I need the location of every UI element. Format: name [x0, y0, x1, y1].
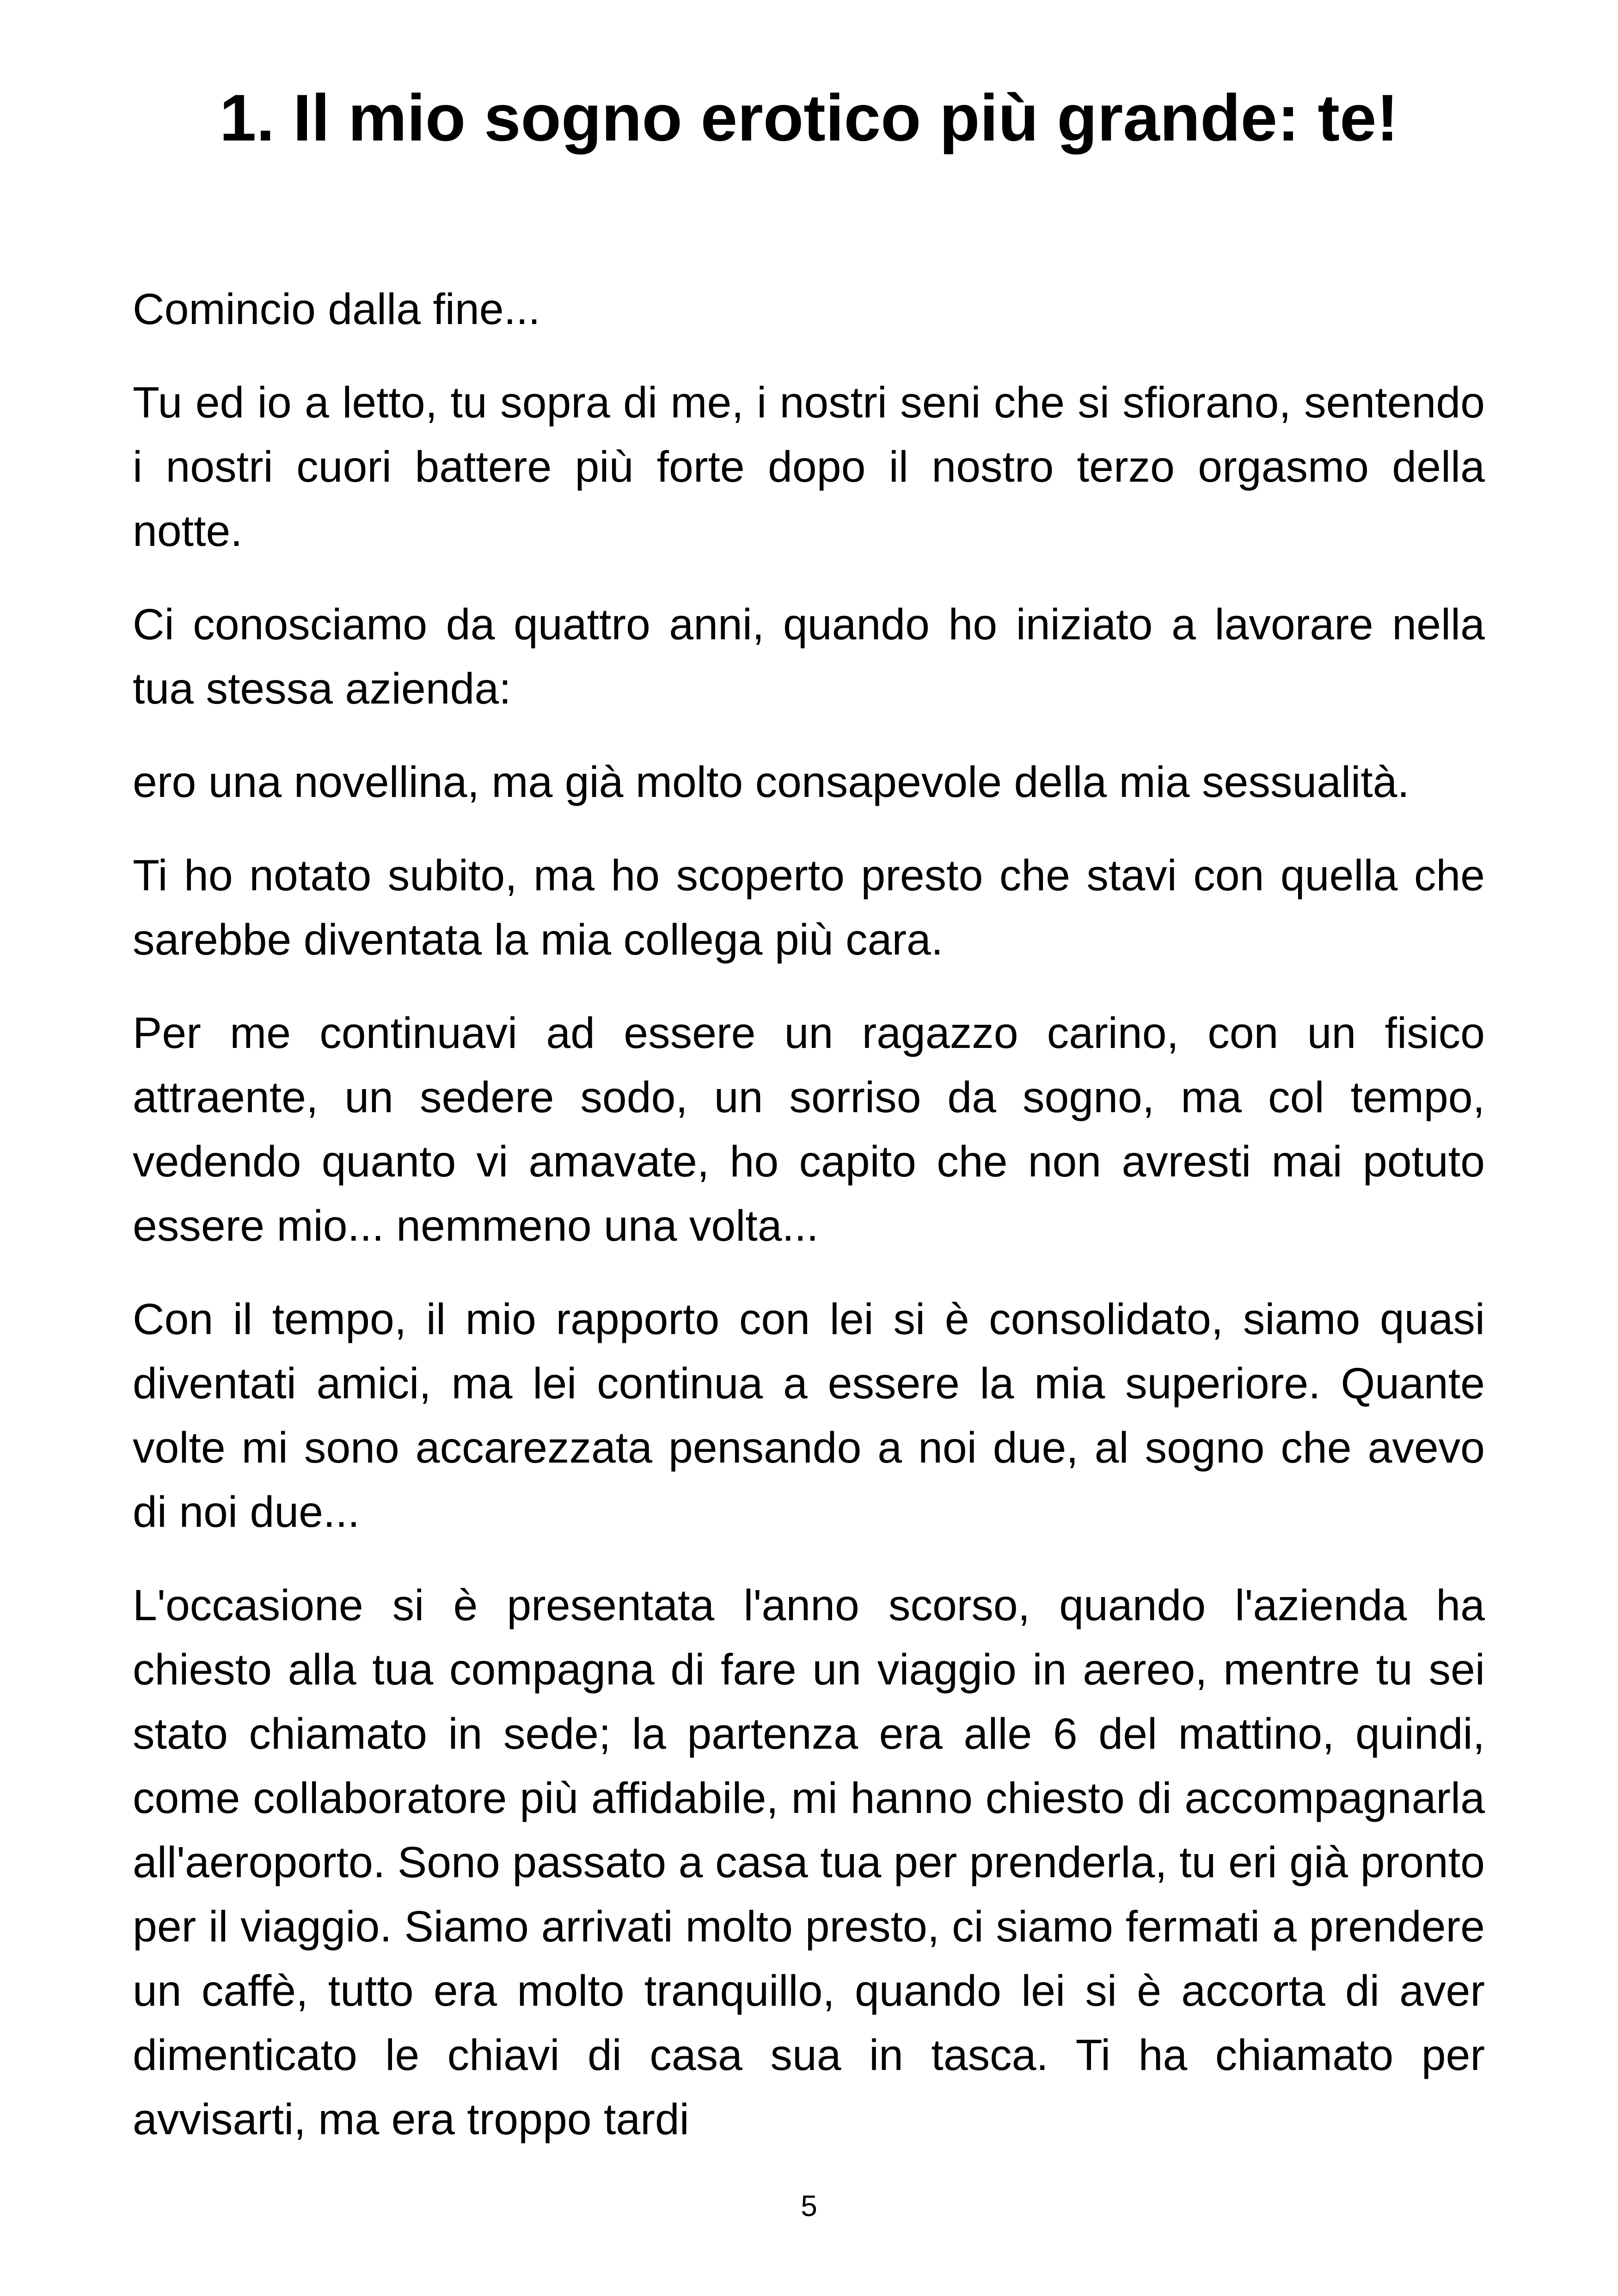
paragraph: Ci conosciamo da quattro anni, quando ho iniziato a lavorare nella tua stessa azienda: — [133, 600, 1485, 713]
paragraph: Comincio dalla fine... — [133, 285, 540, 334]
paragraph: L'occasione si è presentata l'anno scorso, quando l'azienda ha chiesto alla tua compagna di fare un viaggio in aereo, mentre tu sei stato chiamato in sede; la partenza era alle 6 del mattino, quindi, come collaboratore più affidabile, mi hanno chiesto di accompagnarla all'aeroporto. Sono passato a casa tua per prenderla, tu eri già pronto per il viaggio. Siamo arrivati molto presto, ci siamo fermati a prendere un caffè, tutto era molto tranquillo, quando lei si è accorta di aver dimenticato le chiavi di casa sua in tasca. Ti ha chiamato per avvisarti, ma era troppo tardi — [133, 1581, 1485, 2144]
paragraph: Tu ed io a letto, tu sopra di me, i nostri seni che si sfiorano, sentendo i nostri cuori battere più forte dopo il nostro terzo orgasmo della notte. — [133, 378, 1485, 556]
paragraph: ero una novellina, ma già molto consapevole della mia sessualità. — [133, 758, 1410, 807]
paragraph: Per me continuavi ad essere un ragazzo carino, con un fisico attraente, un sedere sodo, un sorriso da sogno, ma col tempo, vedendo quanto vi amavate, ho capito che non avresti mai potuto essere mio... nemmeno una volta... — [133, 1009, 1485, 1250]
page-number: 5 — [801, 2189, 817, 2223]
paragraph: Ti ho notato subito, ma ho scoperto presto che stavi con quella che sarebbe diventata la mia collega più cara. — [133, 851, 1485, 964]
chapter-body — [133, 277, 1485, 2181]
paragraph: Con il tempo, il mio rapporto con lei si è consolidato, siamo quasi diventati amici, ma lei continua a essere la mia superiore. Quante volte mi sono accarezzata pensando a noi due, al sogno che avevo di noi due... — [133, 1295, 1485, 1537]
chapter-title: 1. Il mio sogno erotico più grande: te! — [219, 81, 1399, 155]
